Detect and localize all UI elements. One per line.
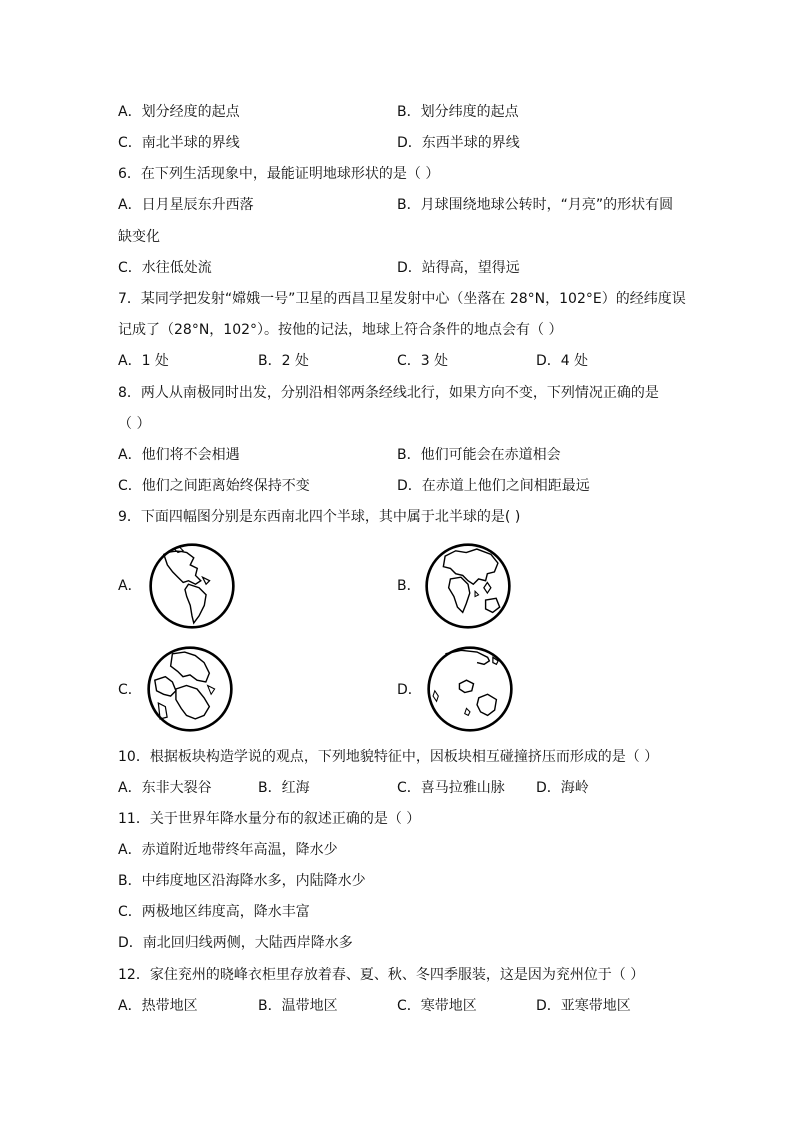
q5-option-b: B．划分纬度的起点 [397, 104, 519, 120]
q6-option-b: B．月球围绕地球公转时，“月亮”的形状有圆 [397, 197, 674, 213]
q5-option-a: A．划分经度的起点 [118, 104, 240, 120]
q5-option-c: C．南北半球的界线 [118, 135, 240, 151]
q7-option-c: C．3 处 [397, 353, 449, 369]
q9-option-d-label: D． [397, 682, 422, 698]
q8-option-d: D．在赤道上他们之间相距最远 [397, 478, 590, 494]
q8-option-a: A．他们将不会相遇 [118, 447, 240, 463]
q9-option-c-label: C． [118, 682, 142, 698]
q7-stem-line2: 记成了（28°N，102°）。按他的记法，地球上符合条件的地点会有（ ） [118, 322, 563, 338]
q10-option-b: B．红海 [258, 780, 310, 796]
q12-option-d: D．亚寒带地区 [536, 998, 631, 1014]
q7-stem-line1: 7．某同学把发射“嫦娥一号”卫星的西昌卫星发射中心（坐落在 28°N，102°E）的经纬度误 [118, 291, 686, 307]
q12-option-a: A．热带地区 [118, 998, 198, 1014]
q11-stem: 11．关于世界年降水量分布的叙述正确的是（ ） [118, 811, 421, 827]
q10-option-a: A．东非大裂谷 [118, 780, 212, 796]
q11-option-a: A．赤道附近地带终年高温，降水少 [118, 842, 338, 858]
q11-option-b: B．中纬度地区沿海降水多，内陆降水少 [118, 873, 366, 889]
q12-stem: 12．家住兖州的晓峰衣柜里存放着春、夏、秋、冬四季服装，这是因为兖州位于（ ） [118, 967, 645, 983]
q7-option-b: B．2 处 [258, 353, 309, 369]
q10-stem: 10．根据板块构造学说的观点，下列地貌特征中，因板块相互碰撞挤压而形成的是（ ） [118, 749, 659, 765]
q9-stem: 9．下面四幅图分别是东西南北四个半球，其中属于北半球的是( ) [118, 509, 521, 525]
q6-option-b-continued: 缺变化 [118, 229, 160, 245]
q8-stem-line1: 8．两人从南极同时出发，分别沿相邻两条经线北行，如果方向不变，下列情况正确的是 [118, 385, 659, 401]
q10-option-d: D．海岭 [536, 780, 589, 796]
q6-option-d: D．站得高，望得远 [397, 260, 520, 276]
northern-hemisphere-globe-icon [146, 645, 234, 733]
q8-option-c: C．他们之间距离始终保持不变 [118, 478, 310, 494]
q6-stem: 6．在下列生活现象中，最能证明地球形状的是（ ） [118, 166, 440, 182]
q5-option-d: D．东西半球的界线 [397, 135, 520, 151]
q9-option-b-label: B． [397, 578, 421, 594]
q8-stem-line2: （ ） [118, 416, 151, 432]
q12-option-c: C．寒带地区 [397, 998, 477, 1014]
q11-option-d: D．南北回归线两侧，大陆西岸降水多 [118, 935, 353, 951]
q7-option-a: A．1 处 [118, 353, 169, 369]
q8-option-b: B．他们可能会在赤道相会 [397, 447, 561, 463]
q9-option-a-label: A． [118, 578, 142, 594]
q10-option-c: C．喜马拉雅山脉 [397, 780, 505, 796]
eastern-hemisphere-globe-icon [424, 542, 512, 630]
q11-option-c: C．两极地区纬度高，降水丰富 [118, 904, 310, 920]
q7-option-d: D．4 处 [536, 353, 589, 369]
q6-option-c: C．水往低处流 [118, 260, 212, 276]
q12-option-b: B．温带地区 [258, 998, 338, 1014]
q6-option-a: A．日月星辰东升西落 [118, 197, 254, 213]
western-hemisphere-globe-icon [148, 542, 236, 630]
southern-hemisphere-globe-icon [426, 645, 514, 733]
